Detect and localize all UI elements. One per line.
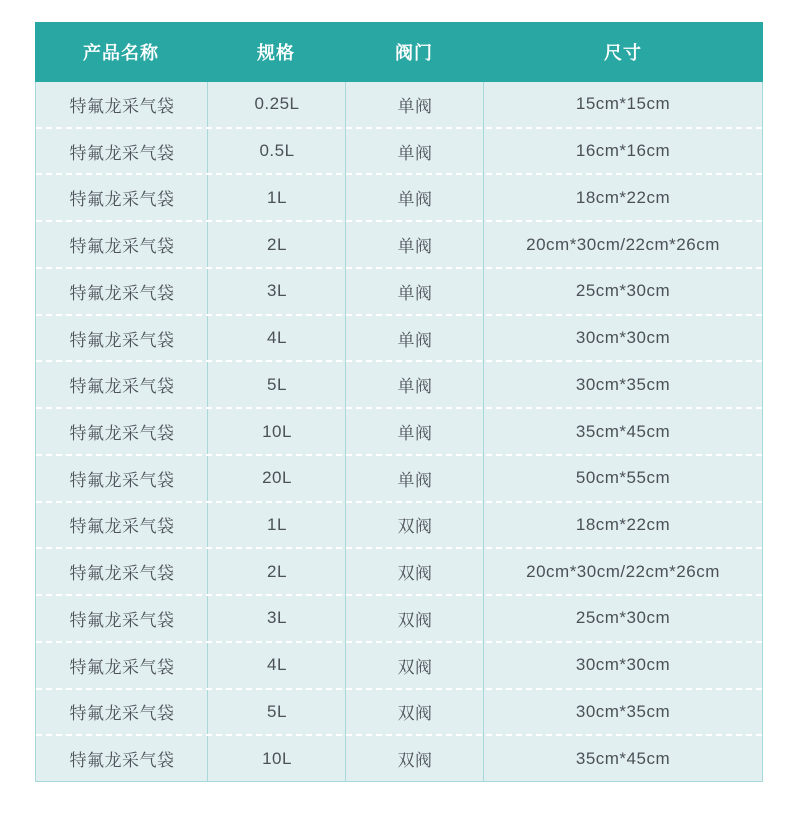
table-row: [36, 503, 762, 550]
cell-valve: 双阀: [397, 704, 433, 724]
cell-product-name: 特氟龙采气袋: [69, 330, 175, 350]
cell-product-name: 特氟龙采气袋: [69, 470, 175, 490]
cell-product-name: 特氟龙采气袋: [69, 283, 175, 303]
cell-size: 30cm*35cm: [575, 374, 671, 394]
table-header-row: [35, 22, 763, 82]
cell-product-name: 特氟龙采气袋: [69, 143, 175, 163]
cell-product-name: 特氟龙采气袋: [69, 517, 175, 537]
cell-spec: 1L: [267, 514, 287, 534]
cell-product-name: 特氟龙采气袋: [69, 96, 175, 116]
cell-spec: 3L: [267, 608, 287, 628]
cell-spec: 10L: [262, 421, 292, 441]
column-header-size: 尺寸: [604, 43, 642, 63]
cell-valve: 双阀: [397, 657, 433, 677]
table-row: [36, 222, 762, 269]
cell-spec: 10L: [262, 748, 292, 768]
cell-spec: 3L: [267, 281, 287, 301]
cell-valve: 单阀: [397, 377, 433, 397]
cell-size: 50cm*55cm: [575, 468, 671, 488]
column-header-valve: 阀门: [395, 43, 433, 63]
table-row: [36, 690, 762, 737]
cell-spec: 1L: [267, 187, 287, 207]
column-header-product-name: 产品名称: [83, 43, 159, 63]
cell-size: 15cm*15cm: [575, 94, 671, 114]
cell-valve: 双阀: [397, 751, 433, 771]
cell-size: 25cm*30cm: [575, 281, 671, 301]
cell-valve: 单阀: [397, 330, 433, 350]
table-row: [36, 643, 762, 690]
cell-spec: 20L: [262, 468, 292, 488]
cell-size: 30cm*35cm: [575, 701, 671, 721]
cell-product-name: 特氟龙采气袋: [69, 237, 175, 257]
cell-spec: 0.5L: [259, 141, 295, 161]
table-row: [36, 269, 762, 316]
cell-spec: 5L: [267, 701, 287, 721]
table-row: [36, 549, 762, 596]
cell-spec: 5L: [267, 374, 287, 394]
cell-size: 16cm*16cm: [575, 141, 671, 161]
table-body: [35, 82, 763, 782]
cell-size: 30cm*30cm: [575, 655, 671, 675]
cell-valve: 单阀: [397, 96, 433, 116]
table-row: [36, 316, 762, 363]
cell-product-name: 特氟龙采气袋: [69, 190, 175, 210]
cell-valve: 单阀: [397, 424, 433, 443]
table-row: [36, 409, 762, 456]
cell-spec: 4L: [267, 655, 287, 675]
cell-product-name: 特氟龙采气袋: [69, 610, 175, 630]
column-header-spec: 规格: [257, 43, 295, 63]
cell-size: 30cm*30cm: [575, 328, 671, 348]
cell-spec: 0.25L: [254, 94, 300, 114]
cell-product-name: 特氟龙采气袋: [69, 377, 175, 397]
table-row: [36, 456, 762, 503]
cell-size: 20cm*30cm/22cm*26cm: [526, 234, 720, 254]
cell-valve: 单阀: [397, 143, 433, 163]
table-row: [36, 596, 762, 643]
cell-spec: 2L: [267, 234, 287, 254]
table-row: [36, 129, 762, 176]
cell-valve: 单阀: [397, 190, 433, 210]
cell-product-name: 特氟龙采气袋: [69, 751, 175, 771]
table-row: [36, 362, 762, 409]
table-row: [36, 736, 762, 781]
cell-spec: 2L: [267, 561, 287, 581]
product-spec-table: [35, 22, 763, 782]
cell-valve: 双阀: [397, 610, 433, 630]
cell-size: 25cm*30cm: [575, 608, 671, 628]
cell-spec: 4L: [267, 328, 287, 348]
cell-product-name: 特氟龙采气袋: [69, 564, 175, 584]
cell-product-name: 特氟龙采气袋: [69, 657, 175, 677]
cell-size: 20cm*30cm/22cm*26cm: [526, 561, 720, 581]
table-row: [36, 175, 762, 222]
cell-size: 18cm*22cm: [575, 514, 671, 534]
cell-valve: 单阀: [397, 283, 433, 303]
cell-size: 18cm*22cm: [575, 187, 671, 207]
table-row: [36, 82, 762, 129]
cell-valve: 双阀: [397, 517, 433, 537]
cell-valve: 双阀: [397, 564, 433, 584]
cell-product-name: 特氟龙采气袋: [69, 704, 175, 724]
cell-valve: 单阀: [397, 237, 433, 257]
cell-size: 35cm*45cm: [575, 421, 671, 441]
cell-product-name: 特氟龙采气袋: [69, 424, 175, 443]
cell-size: 35cm*45cm: [575, 748, 671, 768]
cell-valve: 单阀: [397, 470, 433, 490]
